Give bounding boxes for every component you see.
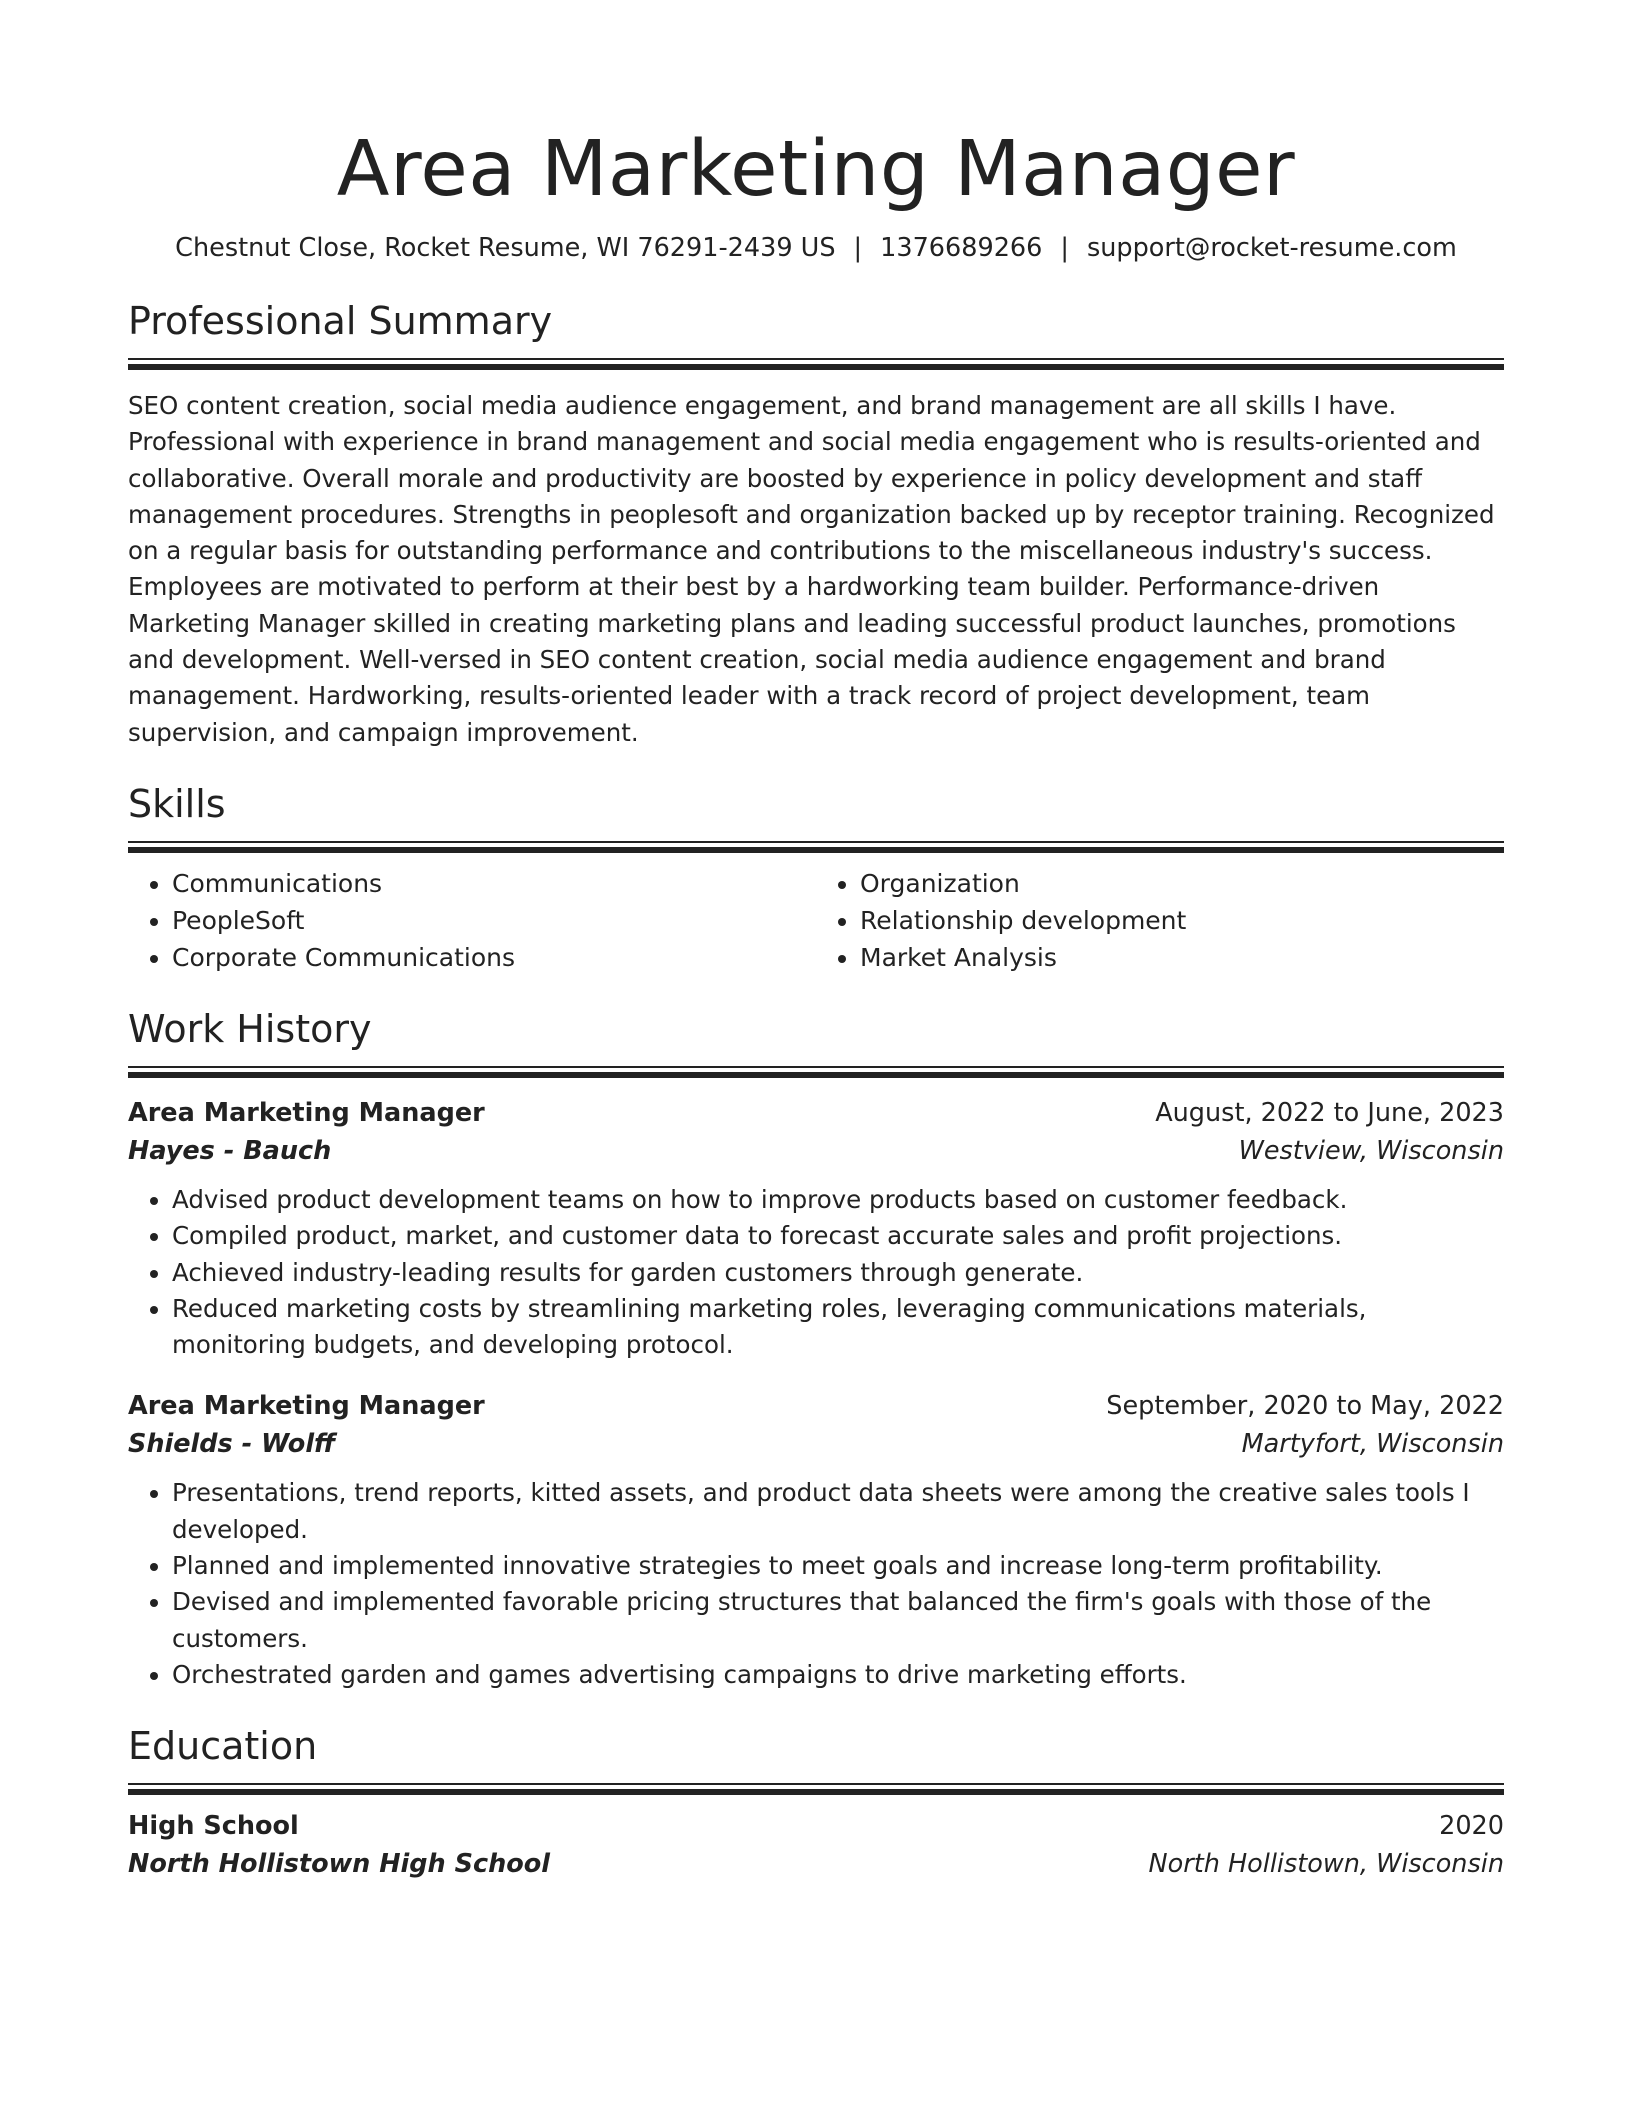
contact-phone: 1376689266 <box>880 233 1043 263</box>
education-degree: High School <box>128 1811 299 1842</box>
education-entry <box>128 1807 1504 1883</box>
skill-item: • Market Analysis <box>860 939 1504 976</box>
contact-address: Chestnut Close, Rocket Resume, WI 76291-2439 US <box>175 233 836 263</box>
job-company: Shields - Wolff <box>128 1429 336 1460</box>
job-bullet: • Reduced marketing costs by streamlining marketing roles, leveraging communications materials, monitoring budgets, and developing protocol. <box>172 1291 1504 1364</box>
section-divider <box>128 1066 1504 1076</box>
job-bullets <box>128 1475 1504 1693</box>
contact-line <box>128 230 1504 266</box>
job-bullet: • Presentations, trend reports, kitted assets, and product data sheets were among the creative sales tools I developed. <box>172 1475 1504 1548</box>
job-bullet: • Orchestrated garden and games advertising campaigns to drive marketing efforts. <box>172 1657 1504 1693</box>
education-year: 2020 <box>1439 1811 1504 1842</box>
skill-item: • PeopleSoft <box>172 902 816 939</box>
job-entry <box>128 1387 1504 1693</box>
job-bullet: • Devised and implemented favorable pricing structures that balanced the firm's goals with those of the customers. <box>172 1584 1504 1657</box>
section-divider <box>128 358 1504 368</box>
job-title: Area Marketing Manager <box>128 1097 485 1128</box>
summary-section-title: Professional Summary <box>128 299 553 343</box>
job-bullets <box>128 1182 1504 1363</box>
education-section <box>128 1721 1504 1883</box>
skills-column-left <box>128 865 816 976</box>
job-company: Hayes - Bauch <box>128 1135 332 1166</box>
education-school: North Hollistown High School <box>128 1849 550 1880</box>
contact-separator: | <box>853 233 863 263</box>
job-dates: September, 2020 to May, 2022 <box>1106 1391 1504 1422</box>
section-divider <box>128 1783 1504 1793</box>
skills-column-right <box>816 865 1504 976</box>
job-bullet: • Achieved industry-leading results for garden customers through generate. <box>172 1255 1504 1291</box>
job-bullet: • Compiled product, market, and customer data to forecast accurate sales and profit projections. <box>172 1218 1504 1254</box>
contact-separator: | <box>1060 233 1069 263</box>
job-bullet: • Advised product development teams on how to improve products based on customer feedback. <box>172 1182 1504 1218</box>
job-bullet: • Planned and implemented innovative strategies to meet goals and increase long-term profitability. <box>172 1548 1504 1584</box>
skill-item: • Organization <box>860 865 1504 902</box>
resume-name-heading: Area Marketing Manager <box>336 125 1296 214</box>
job-location: Westview, Wisconsin <box>1238 1135 1504 1166</box>
skills-list <box>128 865 1504 976</box>
education-section-title: Education <box>128 1724 318 1769</box>
skill-item: • Relationship development <box>860 902 1504 939</box>
summary-section <box>128 296 1504 751</box>
section-divider <box>128 841 1504 851</box>
work-history-section <box>128 1004 1504 1693</box>
job-title: Area Marketing Manager <box>128 1391 485 1422</box>
skill-item: • Corporate Communications <box>172 939 816 976</box>
work-history-section-title: Work History <box>128 1006 372 1051</box>
job-location: Martyfort, Wisconsin <box>1241 1429 1504 1460</box>
job-entry <box>128 1094 1504 1363</box>
education-location: North Hollistown, Wisconsin <box>1148 1849 1504 1880</box>
job-dates: August, 2022 to June, 2023 <box>1155 1097 1504 1128</box>
skill-item: • Communications <box>172 865 816 902</box>
contact-email: support@rocket-resume.com <box>1086 233 1457 263</box>
skills-section <box>128 779 1504 976</box>
skills-section-title: Skills <box>128 781 226 826</box>
summary-text: SEO content creation, social media audience engagement, and brand management are all skills I have. Professional with experience in brand management and social media engagement who is results-oriented and collaborative. Overall morale and productivity are boosted by experience in policy development and staff management procedures. Strengths in peoplesoft and organization backed up by receptor training. Recognized on a regular basis for outstanding performance and contributions to the miscellaneous industry's success. Employees are motivated to perform at their best by a hardworking team builder. Performance-driven Marketing Manager skilled in creating marketing plans and leading successful product launches, promotions and development. Well-versed in SEO content creation, social media audience engagement and brand management. Hardworking, results-oriented leader with a track record of project development, team supervision, and campaign improvement. <box>128 391 1495 747</box>
